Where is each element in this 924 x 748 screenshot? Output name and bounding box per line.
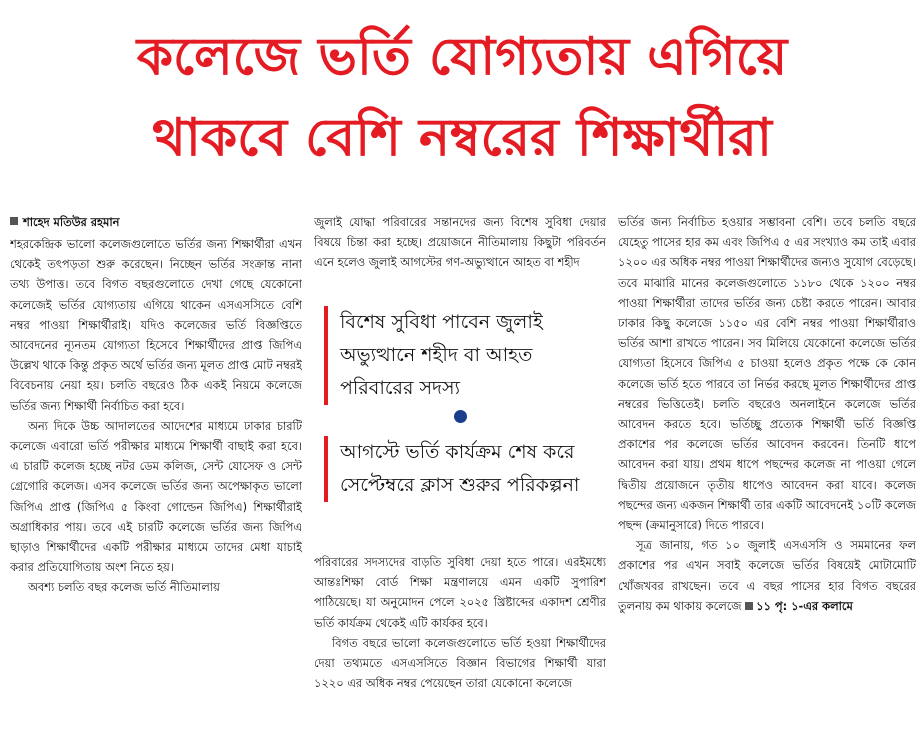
headline-line-1: কলেজে ভর্তি যোগ্যতায় এগিয়ে <box>136 27 788 87</box>
continuation-reference <box>745 599 853 613</box>
pull-quote-box <box>314 300 606 550</box>
paragraph: অবশ্য চলতি বছর কলেজ ভর্তি নীতিমালায় <box>28 580 220 595</box>
paragraph: জুলাই যোদ্ধা পরিবারের সন্তানদের জন্য বিশেষ সুবিধা দেয়ার বিষয়ে চিন্তা করা হচ্ছে। প্রয়োজনে নীতিমালায় কিছুটা পরিবর্তন এনে হলেও জুলাই আগস্টের গণ-অভ্যুত্থানে আহত বা শহীদ <box>314 215 606 270</box>
paragraph: অন্য দিকে উচ্চ আদালতের আদেশের মাধ্যমে ঢাকার চারটি কলেজে এবারো ভর্তি পরীক্ষার মাধ্যমে শিক্ষার্থী বাছাই করা হবে। এ চারটি কলেজ হচ্ছে নটর ডেম কলিজ, সেন্ট যোসেফ ও সেন্ট গ্রেগোরি কলেজ। এসব কলেজে ভর্তির জন্য অপেক্ষাকৃত ভালো জিপিএ প্রাপ্ত (জিপিএ ৫ কিংবা গোল্ডেন জিপিএ) শিক্ষার্থীরাই অগ্রাধিকার পায়। তবে এই চারটি কলেজে ভর্তির জন্য জিপিএ ছাড়াও শিক্ষার্থীদের একটি পরীক্ষার মাধ্যমে তাদের মেধা যাচাই করার প্রতিযোগিতায় অংশ নিতে হয়। <box>10 418 302 575</box>
separator-dot-icon <box>454 410 467 423</box>
article-column-1 <box>10 212 302 742</box>
continuation-square-icon <box>745 602 753 610</box>
paragraph <box>618 535 916 616</box>
article-column-2-top <box>314 212 606 312</box>
paragraph: পরিবারের সদস্যদের বাড়তি সুবিধা দেয়া হতে পারে। এরইমধ্যে আন্তঃশিক্ষা বোর্ড শিক্ষা মন্ত্রণালয়ে এমন একটি সুপারিশ পাঠিয়েছে। যা অনুমোদন পেলে ২০২৫ খ্রিষ্টাব্দের একাদশ শ্রেণীর ভর্তি কার্যক্রম থেকেই এটি কার্যকর হবে। <box>314 555 606 630</box>
byline <box>10 212 302 232</box>
headline-line-2: থাকবে বেশি নম্বরের শিক্ষার্থীরা <box>152 108 772 168</box>
pull-quote-2: আগস্টে ভর্তি কার্যক্রম শেষ করে সেপ্টেম্বরে ক্লাস শুরুর পরিকল্পনা <box>324 436 610 502</box>
paragraph-text: সূত্র জানায়, গত ১০ জুলাই এসএসসি ও সমমানের ফল প্রকাশের পর এখন সবাই কলেজে ভর্তির বিষয়েই মোটামোটি খোঁজখবর রাখছেন। তবে এ বছর পাসের হার বিগত বছরের তুলনায় কম থাকায় কলেজে <box>618 538 916 613</box>
byline-square-icon <box>10 217 18 225</box>
pull-quote-1: বিশেষ সুবিধা পাবেন জুলাই অভ্যুত্থানে শহীদ বা আহত পরিবারের সদস্য <box>324 306 610 405</box>
paragraph: শহরকেন্দ্রিক ভালো কলেজগুলোতে ভর্তির জন্য শিক্ষার্থীরা এখন থেকেই তৎপড়তা শুরু করেছেন। নিচ্ছেন ভর্তির সংক্রান্ত নানা তথ্য উপাত্ত। তবে বিগত বছরগুলোতে দেখা গেছে যেকোনো কলেজেই ভর্তির যোগ্যতায় এগিয়ে থাকেন এসএসসিতে বেশি নম্বর পাওয়া শিক্ষার্থীরাই। যদিও কলেজের ভর্তি বিজ্ঞপ্তিতে আবেদনের ন্যূনতম যোগ্যতা হিসেবে শিক্ষার্থীদের প্রাপ্ত জিপিএ উল্লেখ থাকে কিন্তু প্রকৃত অর্থে ভর্তির জন্য মূলত প্রাপ্ত মোট নম্বরই বিবেচনায় নেয়া হয়। চলতি বছরেও ঠিক একই নিয়মে কলেজে ভর্তির জন্য শিক্ষার্থী নির্বাচিত করা হবে। <box>10 237 302 413</box>
article-column-2-bottom <box>314 552 606 742</box>
paragraph: বিগত বছরে ভালো কলেজগুলোতে ভর্তি হওয়া শিক্ষার্থীদের দেয়া তথ্যমতে এসএসসিতে বিজ্ঞান বিভাগের শিক্ষার্থী যারা ১২২০ এর অধিক নম্বর পেয়েছেন তারা যেকোনো কলেজে <box>314 635 606 691</box>
article-column-3 <box>618 212 916 742</box>
continuation-text: ১১ পৃ: ১-এর কলামে <box>756 598 853 613</box>
paragraph: ভর্তির জন্য নির্বাচিত হওয়ার সম্ভাবনা বেশি। তবে চলতি বছরে যেহেতু পাসের হার কম এবং জিপিএ ৫ এর সংখ্যাও কম তাই এবার ১২০০ এর অধিক নম্বর পাওয়া শিক্ষার্থীদের জন্যও সুযোগ বেড়েছে। তবে মাঝারি মানের কলেজগুলোতে ১১৮০ থেকে ১২০০ নম্বর পাওয়া শিক্ষার্থীরা তাদের ভর্তির জন্য চেষ্টা করতে পারেন। আবার ঢাকার কিছু কলেজে ১১৫০ এর বেশি নম্বর পাওয়া শিক্ষার্থীরাও ভর্তির আশা রাখতে পারেন। সব মিলিয়ে যেকোনো কলেজে ভর্তির যোগ্যতা হিসেবে জিপিএ ৫ চাওয়া হলেও প্রকৃত পক্ষে কে কোন কলেজে ভর্তি হতে পারবে তা নির্ভর করছে মূলত শিক্ষার্থীদের প্রাপ্ত নম্বরের ভিত্তিতেই। চলতি বছরেও অনলাইনে কলেজে ভর্তির আবেদন করতে হবে। ভর্তিচ্ছু প্রত্যেক শিক্ষার্থী ভর্তি বিজ্ঞপ্তি প্রকাশের পর কলেজে ভর্তির আবেদন করবেন। তিনটি ধাপে আবেদন করা যায়। প্রথম ধাপে পছন্দের কলেজ না পাওয়া গেলে দ্বিতীয় প্রয়োজনে তৃতীয় ধাপেও আবেদন করা যাবে। কলেজ পছন্দের জন্য একজন শিক্ষার্থী তার একটি আবেদনেই ১০টি কলেজ পছন্দ (ক্রমানুসারে) দিতে পারবে। <box>618 215 916 533</box>
byline-author: শাহেদ মতিউর রহমান <box>23 215 120 229</box>
